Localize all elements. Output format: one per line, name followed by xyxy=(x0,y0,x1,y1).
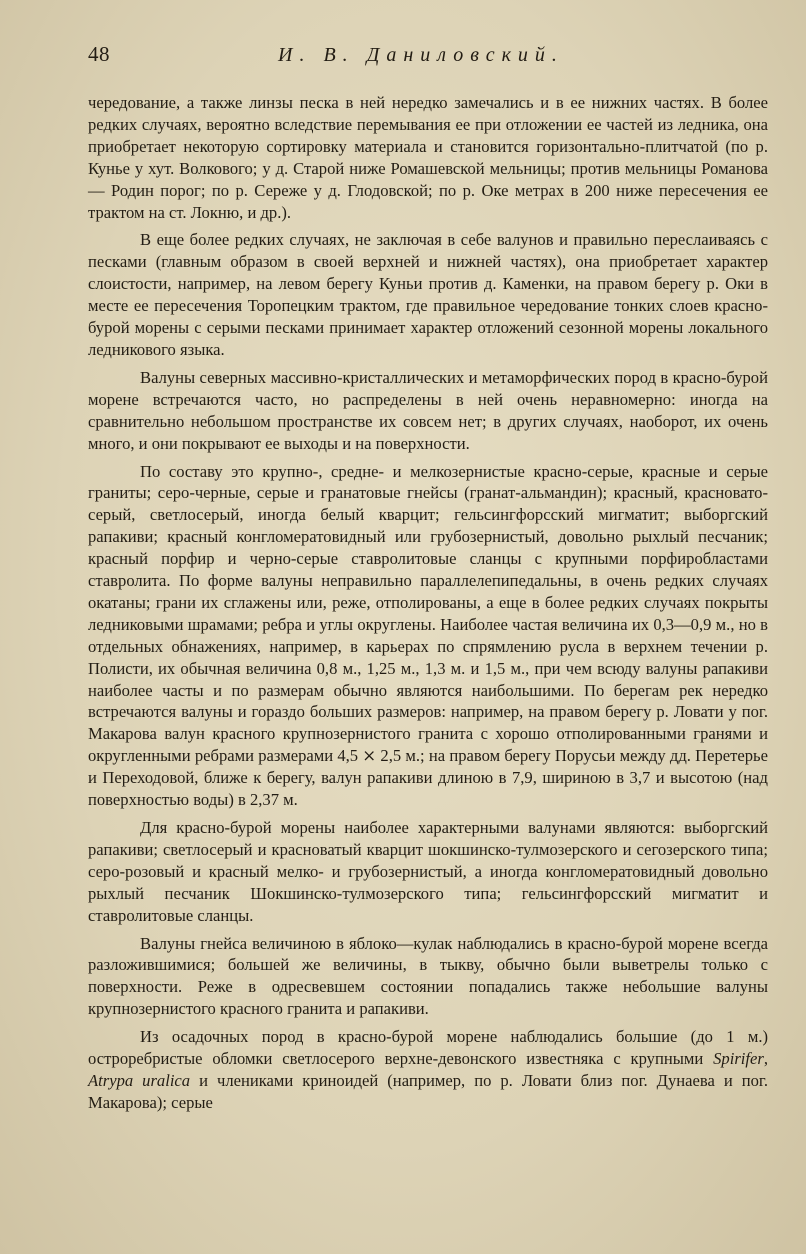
taxon-spirifer: Spirifer xyxy=(713,1049,764,1069)
paragraph-3: Валуны северных массивно-кристаллических и метаморфических пород в красно-бурой морене встречаются часто, но распределены в ней очень неравномерно: иногда на сравнительно небольшом пространстве их совсем нет; в других случаях, наоборот, их очень много, и они покрывают ее выходы и на поверхности. xyxy=(88,367,768,453)
running-head: И. В. Даниловский. xyxy=(278,44,564,66)
paragraph-7-text-b: и члениками криноидей (например, по р. Ловати близ пог. Дунаева и пог. Макарова); серые xyxy=(88,1070,769,1112)
paragraph-6: Валуны гнейса величиною в яблоко—кулак наблюдались в красно-бурой морене всегда разложившимися; большей же величины, в тыкву, обычно были выветрелы только с поверхности. Реже в одресвевшем состоянии попадались также небольшие валуны крупнозернистого красного гранита и рапакиви. xyxy=(88,933,768,1019)
paragraph-7-text-a: Из осадочных пород в красно-бурой морене наблюдались большие (до 1 м.) остроребристые обломки светлосерого верхне-девонского известняка с крупными xyxy=(88,1027,768,1069)
page-header xyxy=(88,42,778,74)
taxon-atrypa-uralica: Atrypa uralica xyxy=(88,1070,191,1090)
paragraph-2: В еще более редких случаях, не заключая в себе валунов и правильно переслаиваясь с песками (главным образом в своей верхней и нижней частях), она приобретает характер слоистости, например, на левом берегу Куньи против д. Каменки, на правом берегу р. Оки в месте ее пересечения Торопецким трактом, где правильное чередование тонких слоев красно-бурой морены с серыми песками принимает характер отложений сезонной морены локального ледникового языка. xyxy=(88,230,768,359)
paragraph-5: Для красно-бурой морены наиболее характерными валунами являются: выборгский рапакиви; светлосерый и красноватый кварцит шокшинско-тулмозерского и сегозерского типа; серо-розовый и красный мелко- и грубозернистый, а иногда конгломератовидный довольно рыхлый песчаник Шокшинско-тулмозерского типа; гельсингфорсский мигматит и ставролитовые сланцы. xyxy=(88,818,768,925)
paragraph-7-sep: , xyxy=(763,1049,768,1069)
paragraph-1: чередование, а также линзы песка в ней нередко замечались и в ее нижних частях. В более редких случаях, вероятно вследствие перемывания ее при отложении ее частей из ледника, она приобретает некоторую сортировку материала и становится горизонтально-плитчатой (по р. Кунье у хут. Волкового; у д. Старой ниже Ромашевской мельницы; против мельницы Романова — Родин порог; по р. Сереже у д. Глодовской; по р. Оке метрах в 200 ниже пересечения ее трактом на ст. Локню, и др.). xyxy=(88,93,768,222)
page-number: 48 xyxy=(88,42,110,66)
body-text xyxy=(88,92,768,1120)
paragraph-7 xyxy=(88,1026,768,1114)
paragraph-4: По составу это крупно-, средне- и мелкозернистые красно-серые, красные и серые граниты; серо-черные, серые и гранатовые гнейсы (гранат-альмандин); красный, красновато-серый, светлосерый, иногда белый кварцит; гельсингфорсский мигматит; выборгский рапакиви; красный конгломератовидный или грубозернистый, довольно рыхлый песчаник; красный порфир и черно-серые ставролитовые сланцы с крупными порфиробластами ставролита. По форме валуны неправильно параллелепипедальны, в очень редких случаях окатаны; грани их сглажены или, реже, отполированы, а еще в более редких случаях покрыты ледниковыми шрамами; ребра и углы округлены. Наиболее частая величина их 0,3—0,9 м., но в отдельных обнажениях, например, в карьерах по спрямлению русла в верхнем течении р. Полисти, их обычная величина 0,8 м., 1,25 м., 1,3 м. и 1,5 м., при чем всюду валуны рапакиви наиболее часты и по размерам обычно являются наибольшими. По берегам рек нередко встречаются валуны и гораздо больших размеров: например, на правом берегу р. Ловати у пог. Макарова валун красного крупнозернистого гранита с хорошо отполированными гранями и округленными ребрами размерами 4,5 ⨯ 2,5 м.; на правом берегу Порусьи между дд. Перетерье и Переходовой, ближе к берегу, валун рапакиви длиною в 7,9, шириною в 3,7 и высотою (над поверхностью воды) в 2,37 м. xyxy=(88,461,768,810)
